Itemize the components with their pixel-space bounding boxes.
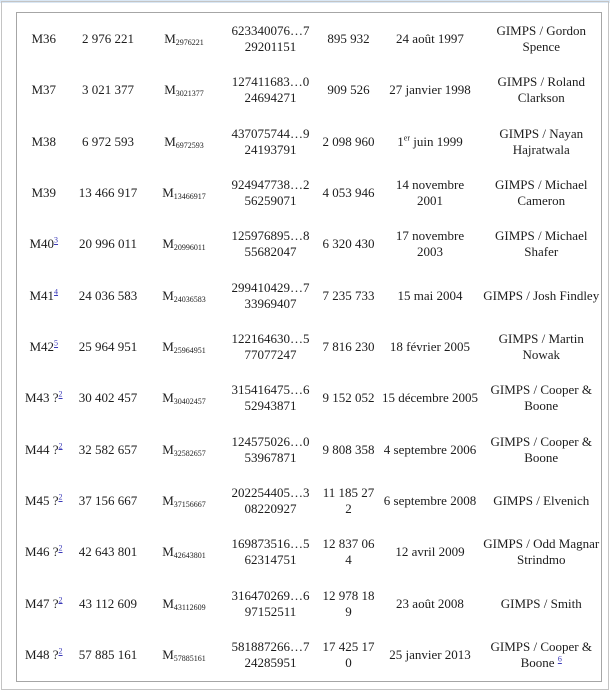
cell-text: 4 [345,552,352,568]
cell-text: GIMPS / Roland [497,74,585,90]
m-notation-cell [146,167,223,218]
cell-text: 24 036 583 [78,287,138,303]
m-notation-cell [146,116,223,167]
subscript-text: 43112609 [173,602,206,612]
table-row [17,475,602,526]
date-cell [379,270,482,321]
cell-text: 13 466 917 [78,184,138,200]
table-row [17,527,602,578]
m-notation-cell [146,13,223,65]
table-row [17,321,602,372]
discoverer-cell [482,321,602,372]
cell-text: 169873516…5 [231,536,310,552]
table-row [17,219,602,270]
cell-text: M46 ? [24,544,59,560]
cell-text: 202254405…3 [231,484,310,500]
digit-count-cell [319,13,379,65]
cell-text: 6 320 430 [322,236,375,252]
rank-cell [17,475,71,526]
cell-text: GIMPS / Cooper & [490,639,592,655]
cell-text: 12 837 06 [322,536,375,552]
cell-text: 2 [345,500,352,516]
rank-cell [17,13,71,65]
exponent-cell [71,13,146,65]
rank-cell [17,65,71,116]
exponent-cell [71,270,146,321]
exponent-cell [71,321,146,372]
date-cell [379,578,482,629]
first-last-digits-cell [223,527,319,578]
cell-text: M43 ? [24,390,59,406]
cell-text: M [162,338,174,354]
discoverer-cell [482,270,602,321]
exponent-cell [71,167,146,218]
rank-cell [17,373,71,424]
discoverer-cell [482,373,602,424]
subscript-text: 24036583 [173,294,206,304]
footnote-link[interactable]: 2 [58,389,63,399]
subscript-text: 20996011 [173,243,206,253]
cell-text: M [162,287,174,303]
cell-text: 12 avril 2009 [395,544,465,560]
footnote-link[interactable]: 5 [54,338,59,348]
m-notation-cell [146,475,223,526]
date-cell [379,527,482,578]
cell-text: M39 [31,184,57,200]
table-row [17,270,602,321]
digit-count-cell [319,116,379,167]
cell-text: GIMPS / Michael [495,176,588,192]
cell-text: 895 932 [327,30,370,46]
date-cell [379,629,482,681]
subscript-text: 13466917 [173,191,206,201]
footnote-link[interactable]: 4 [54,287,59,297]
cell-text: M47 ? [24,595,59,611]
cell-text: 43 112 609 [78,595,138,611]
cell-text: Boone [524,449,559,465]
cell-text: GIMPS / Cooper & [490,382,592,398]
cell-text: M37 [31,82,57,98]
date-cell [379,167,482,218]
cell-text: GIMPS / Michael [495,228,588,244]
date-cell [379,116,482,167]
cell-text: 57 885 161 [78,647,138,663]
m-notation-cell [146,578,223,629]
cell-text: 909 526 [327,82,370,98]
m-notation-cell [146,527,223,578]
discoverer-cell [482,629,602,681]
cell-text: Strindmo [517,552,566,568]
date-cell [379,424,482,475]
cell-text: 3 021 377 [82,82,134,98]
cell-text: 9 [345,603,352,619]
cell-text: Clarkson [517,90,565,106]
cell-text: 437075744…9 [231,125,310,141]
m-notation-cell [146,373,223,424]
cell-text: M40 [29,236,55,252]
cell-text: 55682047 [244,244,297,260]
cell-text: 62314751 [244,552,297,568]
first-last-digits-cell [223,321,319,372]
discoverer-cell [482,527,602,578]
digit-count-cell [319,578,379,629]
rank-cell [17,219,71,270]
cell-text: GIMPS / Elvenich [493,492,590,508]
cell-text: 4 septembre 2006 [383,441,477,457]
subscript-text: 6972593 [175,140,204,150]
cell-text: 12 978 18 [322,587,375,603]
exponent-cell [71,578,146,629]
digit-count-cell [319,167,379,218]
cell-text: 315416475…6 [231,382,310,398]
cell-text: 20 996 011 [78,236,138,252]
cell-text: M45 ? [24,492,59,508]
cell-text: Boone [520,655,558,671]
cell-text: 2001 [417,192,443,208]
cell-text: Hajratwala [512,141,570,157]
cell-text: M [162,390,174,406]
cell-text: M [162,492,174,508]
subscript-text: 25964951 [173,345,206,355]
cell-text: 924947738…2 [231,176,310,192]
discoverer-cell [482,65,602,116]
discoverer-cell [482,424,602,475]
cell-text: 124575026…0 [231,433,310,449]
cell-text: 23 août 2008 [396,595,464,611]
footnote-link[interactable]: 2 [58,646,63,656]
m-notation-cell [146,270,223,321]
cell-text: 56259071 [244,192,297,208]
digit-count-cell [319,475,379,526]
cell-text: 1 [397,133,404,149]
exponent-cell [71,527,146,578]
cell-text: 17 425 17 [322,639,375,655]
exponent-cell [71,629,146,681]
cell-text: 299410429…7 [231,279,310,295]
exponent-cell [71,475,146,526]
cell-text: 7 816 230 [322,338,375,354]
cell-text: 6 septembre 2008 [383,492,477,508]
rank-cell [17,270,71,321]
cell-text: 6 972 593 [82,133,134,149]
cell-text: GIMPS / Josh Findley [483,287,600,303]
subscript-text: 57885161 [173,654,206,664]
first-last-digits-cell [223,65,319,116]
cell-text: 11 185 27 [322,484,375,500]
cell-text: 623340076…7 [231,22,310,38]
table-row [17,424,602,475]
cell-text: 15 décembre 2005 [381,390,479,406]
cell-text: 24193791 [244,141,297,157]
mersenne-primes-table [16,12,602,682]
cell-text: 52943871 [244,398,297,414]
rank-cell [17,116,71,167]
first-last-digits-cell [223,578,319,629]
rank-cell [17,629,71,681]
cell-text: 29201151 [244,38,297,54]
first-last-digits-cell [223,219,319,270]
cell-text: M [164,82,176,98]
cell-text: M [162,544,174,560]
subscript-text: 37156667 [173,499,206,509]
first-last-digits-cell [223,629,319,681]
m-notation-cell [146,424,223,475]
cell-text: 37 156 667 [78,492,138,508]
cell-text: Nowak [522,346,561,362]
cell-text: GIMPS / Cooper & [490,433,592,449]
cell-text: 24 août 1997 [396,30,464,46]
cell-text: Cameron [517,192,566,208]
cell-text: M38 [31,133,57,149]
first-last-digits-cell [223,424,319,475]
date-cell [379,219,482,270]
cell-text: er [403,133,410,143]
cell-text: M [162,441,174,457]
subscript-text: 32582657 [173,448,206,458]
rank-cell [17,527,71,578]
exponent-cell [71,373,146,424]
cell-text: 0 [345,655,352,671]
first-last-digits-cell [223,13,319,65]
digit-count-cell [319,219,379,270]
m-notation-cell [146,219,223,270]
cell-text: 25 964 951 [78,338,138,354]
cell-text: GIMPS / Odd Magnar [483,536,600,552]
cell-text: M44 ? [24,441,59,457]
footnote-link[interactable]: 2 [58,492,63,502]
cell-text: 581887266…7 [231,639,310,655]
m-notation-cell [146,629,223,681]
digit-count-cell [319,321,379,372]
discoverer-cell [482,116,602,167]
cell-text: 25 janvier 2013 [389,647,471,663]
cell-text: 24694271 [244,90,297,106]
exponent-cell [71,424,146,475]
cell-text: 27 janvier 1998 [389,82,471,98]
cell-text: Boone [524,398,559,414]
first-last-digits-cell [223,373,319,424]
cell-text: 2003 [417,244,443,260]
subscript-text: 3021377 [175,89,204,99]
m-notation-cell [146,321,223,372]
cell-text: M36 [31,30,57,46]
subscript-text: 42643801 [173,551,206,561]
cell-text: 97152511 [244,603,297,619]
discoverer-cell [482,578,602,629]
cell-text: 42 643 801 [78,544,138,560]
discoverer-cell [482,13,602,65]
digit-count-cell [319,424,379,475]
cell-text: M42 [29,338,55,354]
subscript-text: 2976221 [175,37,204,47]
discoverer-cell [482,475,602,526]
cell-text: Spence [522,38,561,54]
cell-text: GIMPS / Smith [500,595,582,611]
exponent-cell [71,116,146,167]
cell-text: 9 808 358 [322,441,375,457]
cell-text: 30 402 457 [78,390,138,406]
date-cell [379,65,482,116]
cell-text: 125976895…8 [231,228,310,244]
first-last-digits-cell [223,167,319,218]
cell-text: 17 novembre [395,228,465,244]
date-cell [379,373,482,424]
cell-text: Shafer [524,244,559,260]
cell-text: 2 098 960 [322,133,375,149]
date-cell [379,475,482,526]
digit-count-cell [319,629,379,681]
exponent-cell [71,65,146,116]
cell-text: GIMPS / Nayan [499,125,584,141]
discoverer-cell [482,167,602,218]
table-body [17,13,602,682]
cell-text: M [162,236,174,252]
cell-text: 24285951 [244,655,297,671]
cell-text: M [162,595,174,611]
table-row [17,578,602,629]
cell-text: GIMPS / Martin [498,330,584,346]
footnote-link[interactable]: 2 [58,543,63,553]
cell-text: 2 976 221 [82,30,134,46]
table-row [17,629,602,681]
footnote-link[interactable]: 2 [58,595,63,605]
footnote-link[interactable]: 6 [557,654,562,664]
table-row [17,116,602,167]
cell-text: 127411683…0 [231,74,310,90]
digit-count-cell [319,65,379,116]
cell-text: M [162,184,174,200]
table-row [17,65,602,116]
cell-text: 122164630…5 [231,330,310,346]
cell-text: 08220927 [244,500,297,516]
digit-count-cell [319,373,379,424]
digit-count-cell [319,527,379,578]
cell-text: 18 février 2005 [389,338,471,354]
cell-text: 77077247 [244,346,297,362]
cell-text: 15 mai 2004 [397,287,463,303]
subscript-text: 30402457 [173,397,206,407]
cell-text: juin 1999 [409,133,463,149]
date-cell [379,321,482,372]
cell-text: 9 152 052 [322,390,375,406]
first-last-digits-cell [223,116,319,167]
rank-cell [17,424,71,475]
cell-text: 14 novembre [395,176,465,192]
rank-cell [17,167,71,218]
cell-text: M41 [29,287,55,303]
cell-text: 53967871 [244,449,297,465]
discoverer-cell [482,219,602,270]
cell-text: 32 582 657 [78,441,138,457]
cell-text: M [164,30,176,46]
table-row [17,13,602,65]
rank-cell [17,321,71,372]
cell-text: 7 235 733 [322,287,375,303]
table-row [17,373,602,424]
cell-text: 316470269…6 [231,587,310,603]
footnote-link[interactable]: 2 [58,441,63,451]
footnote-link[interactable]: 3 [54,235,59,245]
table-row [17,167,602,218]
exponent-cell [71,219,146,270]
cell-text: M [164,133,176,149]
cell-text: 4 053 946 [322,184,375,200]
cell-text: GIMPS / Gordon [496,22,587,38]
cell-text: 33969407 [244,295,297,311]
cell-text: M48 ? [24,647,59,663]
first-last-digits-cell [223,475,319,526]
rank-cell [17,578,71,629]
cell-text: M [162,647,174,663]
first-last-digits-cell [223,270,319,321]
digit-count-cell [319,270,379,321]
m-notation-cell [146,65,223,116]
date-cell [379,13,482,65]
